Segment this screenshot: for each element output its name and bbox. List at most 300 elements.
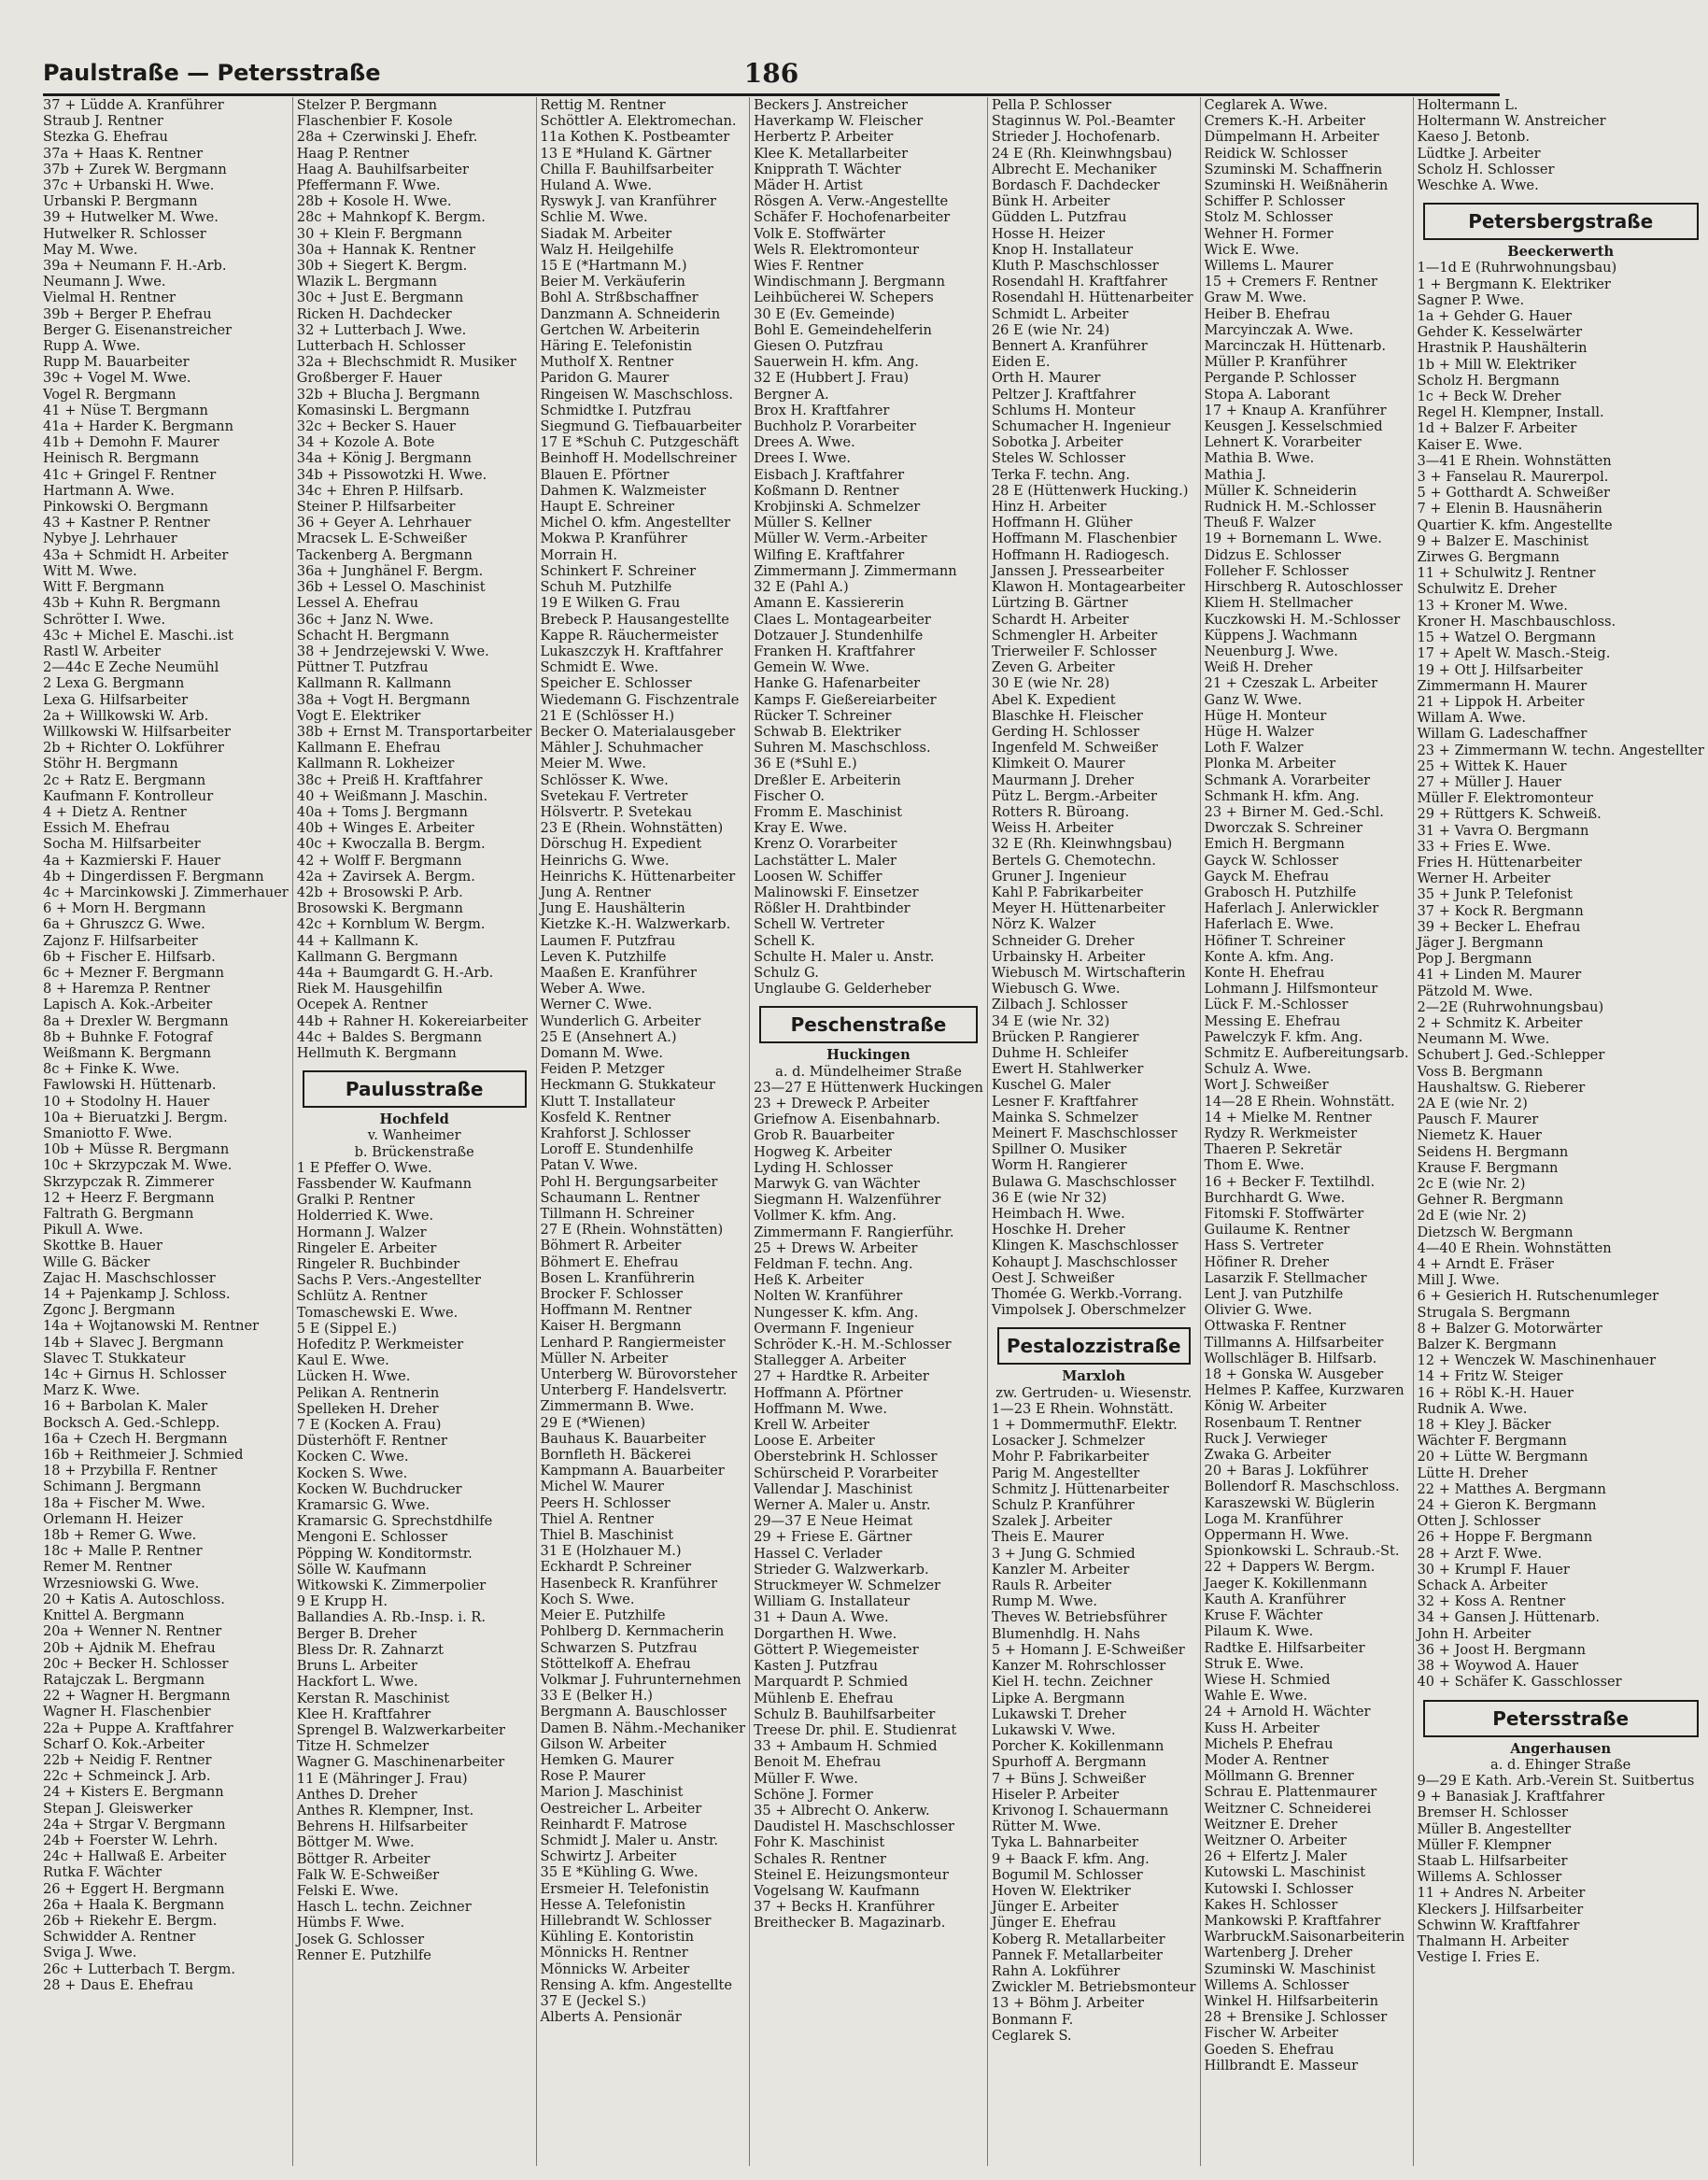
resident-entry: Kallmann R. Lokheizer (296, 756, 455, 772)
resident-entry: Unterberg F. Handelsvertr. (540, 1382, 727, 1399)
resident-entry: Bruns L. Arbeiter (296, 1658, 418, 1675)
resident-entry: 8 + Balzer G. Motorwärter (1417, 1320, 1602, 1337)
resident-entry: Zimmermann H. Maurer (1417, 677, 1588, 694)
resident-entry: William G. Installateur (754, 1593, 910, 1610)
resident-entry: Wick E. Wwe. (1204, 241, 1300, 258)
resident-entry: Schmidt L. Arbeiter (991, 305, 1129, 322)
resident-entry: Hemken G. Maurer (540, 1751, 674, 1768)
resident-entry: 7 + Büns J. Schweißer (991, 1770, 1147, 1787)
resident-entry: Gehder K. Kesselwärter (1417, 324, 1583, 341)
resident-entry: Ringeler R. Buchbinder (296, 1256, 460, 1273)
resident-entry: 43a + Schmidt H. Arbeiter (43, 546, 229, 563)
resident-entry: Brosowski K. Bergmann (296, 900, 463, 917)
resident-entry: Kallmann E. Ehefrau (296, 740, 441, 757)
resident-entry: Franken H. Kraftfahrer (754, 643, 915, 659)
resident-entry: Wrzesniowski G. Wwe. (43, 1575, 200, 1592)
resident-entry: Folleher F. Schlosser (1204, 562, 1349, 579)
resident-entry: Knipprath T. Wächter (754, 161, 901, 177)
resident-entry: 5 E (Sippel E.) (296, 1320, 397, 1337)
resident-entry: Thom E. Wwe. (1204, 1157, 1305, 1174)
resident-entry: Drees I. Wwe. (754, 450, 851, 467)
resident-entry: Benoit M. Ehefrau (754, 1754, 882, 1771)
resident-entry: Marcyinczak A. Wwe. (1204, 321, 1354, 338)
resident-entry: 41a + Harder K. Bergmann (43, 418, 233, 435)
resident-entry: Dreßler E. Arbeiterin (754, 771, 901, 788)
resident-entry: Kocken S. Wwe. (296, 1465, 408, 1481)
resident-entry: Zimmermann F. Rangierführ. (754, 1224, 954, 1240)
resident-entry: 4b + Dingerdissen F. Bergmann (43, 868, 264, 885)
resident-entry: Titze H. Schmelzer (296, 1738, 430, 1755)
resident-entry: Hassel C. Verlader (754, 1545, 882, 1562)
resident-entry: 4 + Dietz A. Rentner (43, 803, 187, 820)
resident-entry: Gertchen W. Arbeiterin (540, 321, 700, 338)
resident-entry: 35 E *Kühling G. Wwe. (540, 1864, 699, 1881)
resident-entry: Jäger J. Bergmann (1417, 934, 1544, 951)
resident-entry: Lukawski T. Dreher (991, 1706, 1126, 1722)
resident-entry: Herbertz P. Arbeiter (754, 129, 894, 146)
resident-entry: Schlösser K. Wwe. (540, 771, 669, 788)
resident-entry: Kocken C. Wwe. (296, 1449, 409, 1465)
resident-entry: Weiß H. Dreher (1204, 659, 1313, 676)
resident-entry: Ottwaska F. Rentner (1204, 1318, 1347, 1335)
resident-entry: Hoffmann M. Rentner (540, 1302, 692, 1319)
resident-entry: Felski E. Wwe. (296, 1882, 399, 1899)
resident-entry: Fitomski F. Stoffwärter (1204, 1206, 1364, 1223)
resident-entry: Schacht H. Bergmann (296, 627, 450, 644)
resident-entry: Mähler J. Schuhmacher (540, 740, 703, 757)
resident-entry: Kuss H. Arbeiter (1204, 1720, 1320, 1736)
resident-entry: Danzmann A. Schneiderin (540, 305, 721, 322)
resident-entry: 26c + Lutterbach T. Bergm. (43, 1961, 235, 1977)
resident-entry: 27 + Müller J. Hauer (1417, 773, 1561, 790)
resident-entry: Vielmal H. Rentner (43, 290, 176, 306)
resident-entry: Ryswyk J. van Kranführer (540, 193, 716, 210)
resident-entry: Breithecker B. Magazinarb. (754, 1915, 946, 1932)
resident-entry: Schimann J. Bergmann (43, 1479, 202, 1495)
resident-entry: Sagner P. Wwe. (1417, 291, 1525, 308)
resident-entry: 18a + Fischer M. Wwe. (43, 1494, 205, 1511)
resident-entry: Bornfleth H. Bäckerei (540, 1447, 692, 1464)
resident-entry: 2c E (wie Nr. 2) (1417, 1176, 1526, 1192)
resident-entry: Hanke G. Hafenarbeiter (754, 675, 921, 692)
resident-entry: 21 + Lippok H. Arbeiter (1417, 693, 1585, 710)
resident-entry: Wollschläger B. Hilfsarb. (1204, 1350, 1377, 1366)
district-name: Hochfeld (379, 1111, 449, 1128)
resident-entry: Schubert J. Ged.-Schlepper (1417, 1047, 1605, 1064)
resident-entry: Oberstebrink H. Schlosser (754, 1449, 938, 1465)
resident-entry: 41 + Nüse T. Bergmann (43, 402, 208, 418)
resident-entry: 1 + Bergmann K. Elektriker (1417, 276, 1611, 292)
resident-entry: Bergner A. (754, 386, 829, 403)
resident-entry: 16 + Barbolan K. Maler (43, 1398, 208, 1415)
resident-entry: Struk E. Wwe. (1204, 1655, 1304, 1672)
resident-entry: Krell W. Arbeiter (754, 1417, 869, 1434)
resident-entry: Weber A. Wwe. (540, 981, 646, 998)
resident-entry: Schinkert F. Schreiner (540, 562, 697, 579)
resident-entry: Thaeren P. Sekretär (1204, 1141, 1342, 1158)
resident-entry: Dietzsch W. Bergmann (1417, 1224, 1574, 1240)
resident-entry: Sobotka J. Arbeiter (991, 434, 1123, 451)
resident-entry: Zgonc J. Bergmann (43, 1302, 176, 1319)
resident-entry: 43b + Kuhn R. Bergmann (43, 595, 221, 612)
resident-entry: Pohl H. Bergungsarbeiter (540, 1173, 718, 1190)
resident-entry: Siegmann H. Walzenführer (754, 1192, 941, 1209)
resident-entry: Theves W. Betriebsführer (991, 1609, 1167, 1626)
resident-entry: 30 E (Ev. Gemeinde) (754, 305, 896, 322)
resident-entry: Vimpolsek J. Oberschmelzer (991, 1302, 1186, 1319)
resident-entry: Schröder K.-H. M.-Schlosser (754, 1337, 952, 1353)
resident-entry: Lukaszczyk H. Kraftfahrer (540, 643, 723, 659)
resident-entry: Strieder J. Hochofenarb. (991, 129, 1161, 146)
resident-entry: Beier M. Verkäuferin (540, 274, 685, 290)
resident-entry: Böhmert R. Arbeiter (540, 1238, 682, 1254)
resident-entry: Siegmund G. Tiefbauarbeiter (540, 418, 741, 435)
resident-entry: Kiel H. techn. Zeichner (991, 1674, 1153, 1691)
resident-entry: Müller F. Elektromonteur (1417, 790, 1593, 807)
resident-entry: Schöne J. Former (754, 1786, 873, 1803)
resident-entry: Schmidt E. Wwe. (540, 659, 659, 676)
resident-entry: Rosenbaum T. Rentner (1204, 1414, 1362, 1431)
resident-entry: 20 + Baras J. Lokführer (1204, 1463, 1368, 1479)
resident-entry: Lück F. M.-Schlosser (1204, 997, 1348, 1013)
resident-entry: Buchholz P. Vorarbeiter (754, 418, 916, 435)
resident-entry: 10c + Skrzypczak M. Wwe. (43, 1157, 233, 1174)
resident-entry: Komasinski L. Bergmann (296, 402, 470, 418)
resident-entry: Wlazik L. Bergmann (296, 274, 437, 290)
resident-entry: Loroff E. Stundenhilfe (540, 1141, 694, 1158)
resident-entry: Hesse A. Telefonistin (540, 1896, 686, 1913)
resident-entry: Mankowski P. Kraftfahrer (1204, 1912, 1381, 1929)
resident-entry: Ceglarek A. Wwe. (1204, 97, 1328, 113)
resident-entry: 16a + Czech H. Bergmann (43, 1430, 228, 1447)
resident-entry: Staab L. Hilfsarbeiter (1417, 1852, 1568, 1869)
resident-entry: Marz K. Wwe. (43, 1382, 140, 1399)
resident-entry: Dotzauer J. Stundenhilfe (754, 627, 924, 644)
resident-entry: Haferlach E. Wwe. (1204, 916, 1334, 933)
resident-entry: Lessel A. Ehefrau (296, 595, 419, 612)
resident-entry: 34 E (wie Nr. 32) (991, 1012, 1110, 1029)
resident-entry: 24a + Strgar V. Bergmann (43, 1816, 226, 1833)
resident-entry: 2 Lexa G. Bergmann (43, 675, 185, 692)
resident-entry: Kampmann A. Bauarbeiter (540, 1463, 725, 1479)
resident-entry: Küppens J. Wachmann (1204, 627, 1358, 644)
resident-entry: 11 + Andres N. Arbeiter (1417, 1885, 1586, 1902)
resident-entry: Guilaume K. Rentner (1204, 1222, 1350, 1239)
resident-entry: Schell K. (754, 932, 815, 949)
resident-entry: Rettig M. Rentner (540, 97, 666, 113)
resident-entry: Hormann J. Walzer (296, 1224, 427, 1240)
resident-entry: Bocksch A. Ged.-Schlepp. (43, 1414, 220, 1431)
resident-entry: Keusgen J. Kesselschmied (1204, 418, 1383, 435)
resident-entry: Häring E. Telefonistin (540, 338, 693, 355)
resident-entry: Kühling E. Kontoristin (540, 1929, 694, 1946)
resident-entry: Schmank H. kfm. Ang. (1204, 787, 1360, 804)
resident-entry: Seidens H. Bergmann (1417, 1143, 1569, 1160)
resident-entry: Volk E. Stoffwärter (754, 225, 885, 242)
resident-entry: 1 + DommermuthF. Elektr. (991, 1417, 1178, 1434)
resident-entry: Rump M. Wwe. (991, 1593, 1098, 1610)
resident-entry: 22 + Dappers W. Bergm. (1204, 1559, 1376, 1576)
resident-entry: 21 + Czeszak L. Arbeiter (1204, 675, 1378, 692)
resident-entry: Kauth A. Kranführer (1204, 1591, 1347, 1607)
resident-entry: Brebeck P. Hausangestellte (540, 611, 729, 628)
resident-entry: Blumenhdlg. H. Nahs (991, 1625, 1140, 1642)
resident-entry: Rosendahl H. Hüttenarbeiter (991, 290, 1193, 306)
resident-entry: Loose E. Arbeiter (754, 1433, 875, 1450)
resident-entry: Holtermann W. Anstreicher (1417, 113, 1606, 130)
resident-entry: Spionkowski L. Schraub.-St. (1204, 1543, 1400, 1560)
resident-entry: Krivonog I. Schauermann (991, 1802, 1169, 1819)
resident-entry: Schwinn W. Kraftfahrer (1417, 1917, 1580, 1933)
resident-entry: Kray E. Wwe. (754, 820, 848, 837)
resident-entry: Konte H. Ehefrau (1204, 964, 1325, 981)
resident-entry: 6 + Gesierich H. Rutschenumleger (1417, 1288, 1659, 1305)
resident-entry: Rotters R. Büroang. (991, 803, 1130, 820)
resident-entry: Ruck J. Verwieger (1204, 1430, 1328, 1447)
resident-entry: Wartenberg J. Dreher (1204, 1945, 1353, 1961)
resident-entry: 15 E (*Hartmann M.) (540, 258, 687, 275)
resident-entry: Rupp M. Bauarbeiter (43, 354, 190, 371)
resident-entry: Heiber B. Ehefrau (1204, 305, 1331, 322)
resident-entry: 11 + Schulwitz J. Rentner (1417, 565, 1596, 582)
resident-entry: 22c + Schmeinck J. Arb. (43, 1768, 211, 1785)
resident-entry: 38a + Vogt H. Bergmann (296, 691, 471, 708)
resident-entry: Renner E. Putzhilfe (296, 1946, 431, 1963)
resident-entry: Unglaube G. Gelderheber (754, 981, 931, 998)
resident-entry: Haag A. Bauhilfsarbeiter (296, 161, 469, 177)
resident-entry: Thomée G. Werkb.-Vorrang. (991, 1286, 1183, 1303)
resident-entry: Püttner T. Putzfrau (296, 659, 429, 676)
resident-entry: 36 E (wie Nr 32) (991, 1189, 1108, 1206)
resident-entry: Didzus E. Schlosser (1204, 546, 1342, 563)
resident-entry: 6c + Mezner F. Bergmann (43, 964, 225, 981)
resident-entry: Hoffmann H. Glüher (991, 515, 1133, 531)
street-location-note: a. d. Mündelheimer Straße (775, 1063, 962, 1080)
resident-entry: Berger G. Eisenanstreicher (43, 321, 233, 338)
resident-entry: Maurmann J. Dreher (991, 771, 1135, 788)
resident-entry: Meier E. Putzhilfe (540, 1607, 666, 1624)
resident-entry: Schmidtke I. Putzfrau (540, 402, 692, 418)
resident-entry: John H. Arbeiter (1417, 1625, 1532, 1642)
resident-entry: Dümpelmann H. Arbeiter (1204, 129, 1379, 146)
resident-entry: Gehner R. Bergmann (1417, 1192, 1564, 1209)
resident-entry: Schwidder A. Rentner (43, 1929, 196, 1946)
resident-entry: Hackfort L. Wwe. (296, 1674, 418, 1691)
resident-entry: Straub J. Rentner (43, 113, 163, 130)
resident-entry: 26a + Haala K. Bergmann (43, 1896, 225, 1913)
resident-entry: Schuh M. Putzhilfe (540, 579, 672, 596)
resident-entry: Schales R. Rentner (754, 1850, 886, 1867)
resident-entry: Weschke A. Wwe. (1417, 177, 1539, 194)
resident-entry: Lexa G. Hilfsarbeiter (43, 691, 189, 708)
resident-entry: Treese Dr. phil. E. Studienrat (754, 1721, 957, 1738)
resident-entry: Schmengler H. Arbeiter (991, 627, 1158, 644)
resident-entry: Ganz W. Wwe. (1204, 691, 1303, 708)
resident-entry: Haferlach J. Anlerwickler (1204, 900, 1379, 917)
resident-entry: Mutholf X. Rentner (540, 354, 674, 371)
resident-entry: Kahl P. Fabrikarbeiter (991, 884, 1143, 900)
resident-entry: 1 E Pfeffer O. Wwe. (296, 1159, 432, 1176)
resident-entry: Kanzler M. Arbeiter (991, 1561, 1130, 1578)
resident-entry: Bertels G. Chemotechn. (991, 852, 1156, 869)
resident-entry: 40 + Schäfer K. Gasschlosser (1417, 1674, 1622, 1691)
resident-entry: Anthes D. Dreher (296, 1786, 417, 1803)
resident-entry: Mainka S. Schmelzer (991, 1109, 1138, 1125)
resident-entry: 29 + Rüttgers K. Schweiß. (1417, 806, 1602, 823)
resident-entry: Albrecht E. Mechaniker (991, 161, 1157, 177)
resident-entry: Rudnik A. Wwe. (1417, 1400, 1528, 1417)
resident-entry: Spurhoff A. Bergmann (991, 1754, 1147, 1771)
resident-entry: 19 + Ott J. Hilfsarbeiter (1417, 661, 1583, 678)
resident-entry: 22b + Neidig F. Rentner (43, 1751, 212, 1768)
resident-entry: Tillmann H. Schreiner (540, 1206, 695, 1223)
resident-entry: Knittel A. Bergmann (43, 1607, 185, 1624)
resident-entry: Emich H. Bergmann (1204, 836, 1345, 853)
resident-entry: Hoschke H. Dreher (991, 1222, 1125, 1239)
resident-entry: Lürtzing B. Gärtner (991, 595, 1128, 612)
resident-entry: 4—40 E Rhein. Wohnstätten (1417, 1239, 1612, 1256)
resident-entry: 2b + Richter O. Lokführer (43, 740, 224, 757)
resident-entry: 7 E (Kocken A. Frau) (296, 1417, 442, 1434)
resident-entry: 25 + Drews W. Arbeiter (754, 1239, 918, 1256)
resident-entry: Lukawski V. Wwe. (991, 1721, 1116, 1738)
resident-entry: Lüdtke J. Arbeiter (1417, 145, 1541, 162)
resident-entry: Rutka F. Wächter (43, 1864, 162, 1881)
resident-entry: 2 + Schmitz K. Arbeiter (1417, 1014, 1583, 1031)
resident-entry: 37c + Urbanski H. Wwe. (43, 177, 215, 194)
resident-entry: Michel O. kfm. Angestellter (540, 515, 731, 531)
resident-entry: 38c + Preiß H. Kraftfahrer (296, 771, 483, 788)
resident-entry: Rose P. Maurer (540, 1768, 645, 1785)
resident-entry: Hoffmann M. Wwe. (754, 1400, 887, 1417)
resident-entry: Schmitz E. Aufbereitungsarb. (1204, 1044, 1409, 1061)
resident-entry: Koßmann D. Rentner (754, 482, 899, 499)
district-name: Angerhausen (1510, 1740, 1612, 1757)
resident-entry: Goeden S. Ehefrau (1204, 2041, 1334, 2058)
resident-entry: Lesner F. Kraftfahrer (991, 1093, 1138, 1110)
resident-entry: Höfiner R. Dreher (1204, 1253, 1330, 1270)
resident-entry: 14 + Mielke M. Rentner (1204, 1109, 1372, 1125)
resident-entry: 30b + Siegert K. Bergm. (296, 258, 468, 275)
resident-entry: 30a + Hannak K. Rentner (296, 241, 476, 258)
resident-entry: 26 + Eggert H. Bergmann (43, 1880, 225, 1897)
resident-entry: Otten J. Schlosser (1417, 1513, 1541, 1530)
resident-entry: Krause F. Bergmann (1417, 1159, 1559, 1176)
resident-entry: Oestreicher L. Arbeiter (540, 1800, 702, 1817)
resident-entry: Schneider G. Dreher (991, 932, 1135, 949)
resident-entry: Niemetz K. Hauer (1417, 1127, 1542, 1144)
resident-entry: Skrzypczak R. Zimmerer (43, 1173, 215, 1190)
resident-entry: Bohl E. Gemeindehelferin (754, 321, 932, 338)
resident-entry: 14b + Slavec J. Bergmann (43, 1334, 224, 1351)
resident-entry: 17 E *Schuh C. Putzgeschäft (540, 434, 740, 451)
resident-entry: Lenhard P. Rangiermeister (540, 1334, 726, 1351)
resident-entry: 39b + Berger P. Ehefrau (43, 305, 212, 322)
resident-entry: Sviga J. Wwe. (43, 1945, 137, 1961)
resident-entry: Leven K. Putzhilfe (540, 948, 667, 965)
resident-entry: Haverkamp W. Fleischer (754, 113, 924, 130)
resident-entry: Rupp A. Wwe. (43, 338, 141, 355)
resident-entry: Quartier K. kfm. Angestellte (1417, 517, 1613, 533)
resident-entry: Schlie M. Wwe. (540, 209, 648, 226)
resident-entry: Peltzer J. Kraftfahrer (991, 386, 1136, 403)
resident-entry: Parig M. Angestellter (991, 1465, 1140, 1481)
street-location-note: zw. Gertruden- u. Wiesenstr. (995, 1384, 1193, 1401)
resident-entry: Moder A. Rentner (1204, 1751, 1329, 1768)
resident-entry: Hinz H. Arbeiter (991, 499, 1107, 516)
resident-entry: Schulz P. Kranführer (991, 1497, 1135, 1514)
resident-entry: Suhren M. Maschschloss. (754, 740, 931, 757)
running-title: Paulstraße — Petersstraße (43, 60, 381, 86)
resident-entry: 27 E (Rhein. Wohnstätten) (540, 1222, 724, 1239)
resident-entry: Sölle W. Kaufmann (296, 1561, 427, 1578)
resident-entry: Zajonz F. Hilfsarbeiter (43, 932, 198, 949)
resident-entry: 15 + Watzel O. Bergmann (1417, 630, 1596, 646)
district-name: Marxloh (1062, 1368, 1126, 1385)
resident-entry: 39 + Becker L. Ehefrau (1417, 918, 1581, 935)
resident-entry: Werner A. Maler u. Anstr. (754, 1497, 931, 1514)
resident-entry: Zilbach J. Schlosser (991, 997, 1128, 1013)
resident-entry: 17 + Knaup A. Kranführer (1204, 402, 1387, 418)
resident-entry: 2d E (wie Nr. 2) (1417, 1208, 1527, 1224)
resident-entry: Bauhaus K. Bauarbeiter (540, 1430, 706, 1447)
directory-column (987, 97, 1200, 2166)
resident-entry: Eckhardt P. Schreiner (540, 1559, 692, 1576)
resident-entry: 39c + Vogel M. Wwe. (43, 370, 191, 387)
resident-entry: Klee K. Metallarbeiter (754, 145, 909, 162)
resident-entry: Damen B. Nähm.-Mechaniker (540, 1720, 746, 1736)
resident-entry: Maaßen E. Kranführer (540, 964, 697, 981)
resident-entry: Werner C. Wwe. (540, 997, 653, 1013)
resident-entry: Heß K. Arbeiter (754, 1272, 864, 1289)
resident-entry: Lasarzik F. Stellmacher (1204, 1269, 1367, 1286)
resident-entry: Beinhoff H. Modellschreiner (540, 450, 737, 467)
resident-entry: Rensing A. kfm. Angestellte (540, 1976, 733, 1993)
resident-entry: Unterberg W. Bürovorsteher (540, 1366, 738, 1383)
resident-entry: 41c + Gringel F. Rentner (43, 466, 217, 483)
resident-entry: 33 + Ambaum H. Schmied (754, 1738, 938, 1755)
resident-entry: Steles W. Schlosser (991, 450, 1126, 467)
resident-entry: 31 + Daun A. Wwe. (754, 1609, 889, 1626)
resident-entry: Kaiser H. Bergmann (540, 1318, 682, 1335)
resident-entry: Fries H. Hüttenarbeiter (1417, 854, 1582, 871)
resident-entry: 17 + Apelt W. Masch.-Steig. (1417, 645, 1611, 662)
directory-columns (43, 97, 1704, 2166)
resident-entry: Zajac H. Maschschlosser (43, 1269, 216, 1286)
resident-entry: Mönnicks H. Rentner (540, 1945, 688, 1961)
page-header (43, 56, 1500, 96)
resident-entry: 44c + Baldes S. Bergmann (296, 1028, 483, 1045)
resident-entry: Szuminski H. Weißnäherin (1204, 177, 1389, 194)
resident-entry: Wies F. Rentner (754, 258, 864, 275)
resident-entry: Vogel R. Bergmann (43, 386, 176, 403)
resident-entry: 22a + Puppe A. Kraftfahrer (43, 1720, 233, 1736)
resident-entry: 18 + Gonska W. Ausgeber (1204, 1366, 1384, 1383)
resident-entry: Dorgarthen H. Wwe. (754, 1625, 897, 1642)
resident-entry: Wilfing E. Kraftfahrer (754, 546, 905, 563)
resident-entry: 32b + Blucha J. Bergmann (296, 386, 480, 403)
resident-entry: Stöttelkoff A. Ehefrau (540, 1655, 691, 1672)
resident-entry: 3—41 E Rhein. Wohnstätten (1417, 452, 1612, 469)
resident-entry: Jaeger K. Kokillenmann (1204, 1575, 1368, 1592)
resident-entry: 23 + Zimmermann W. techn. Angestellter (1417, 742, 1704, 758)
resident-entry: Willam A. Wwe. (1417, 710, 1527, 727)
resident-entry: 37 + Becks H. Kranführer (754, 1899, 935, 1916)
resident-entry: 23 + Birner M. Ged.-Schl. (1204, 803, 1384, 820)
resident-entry: Thiel B. Maschinist (540, 1527, 674, 1544)
resident-entry: Zirwes G. Bergmann (1417, 549, 1560, 566)
resident-entry: Müller B. Angestellter (1417, 1820, 1572, 1837)
